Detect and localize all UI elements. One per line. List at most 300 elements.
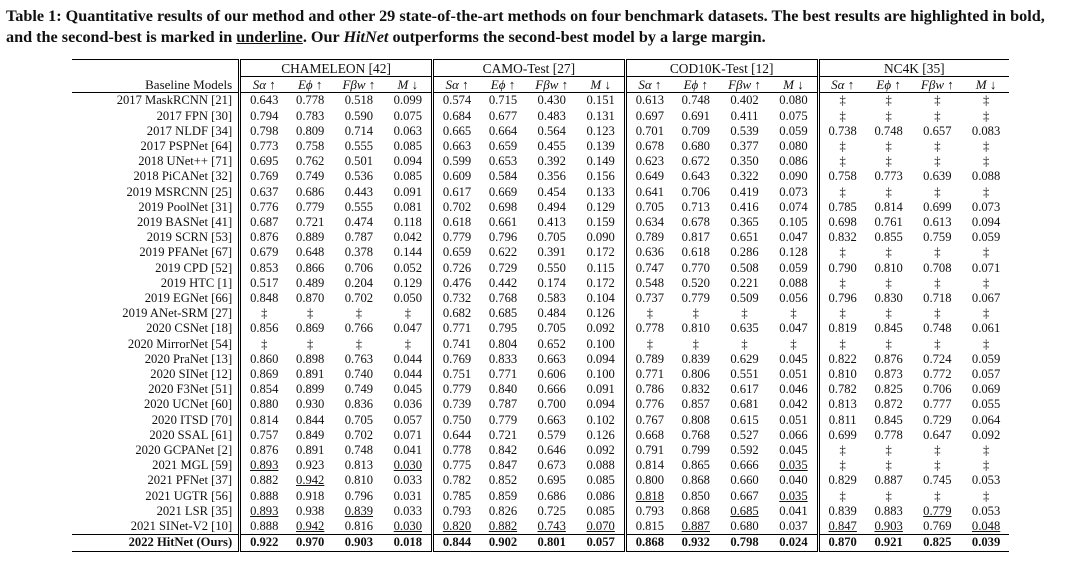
- metric-value: 0.102: [586, 412, 615, 427]
- metric-header: M ↓: [578, 77, 626, 93]
- metric-header: M ↓: [963, 77, 1009, 93]
- metric-value: ‡: [625, 306, 673, 321]
- metric-value: 0.430: [537, 93, 566, 108]
- model-name: 2017 FPN [30]: [156, 108, 233, 123]
- metric-value: 0.680: [681, 139, 710, 154]
- metric-value: 0.659: [432, 245, 480, 260]
- metric-value: 0.583: [537, 291, 566, 306]
- metric-value: 0.391: [537, 245, 566, 260]
- metric-value: 0.898: [296, 351, 325, 366]
- metric-value: 0.350: [730, 154, 759, 169]
- metric-value: 0.729: [923, 412, 952, 427]
- metric-value: 0.758: [296, 139, 325, 154]
- metric-value: 0.653: [488, 154, 518, 169]
- metric-value: 0.539: [730, 123, 759, 138]
- metric-value: 0.555: [344, 199, 374, 214]
- metric-value: 0.918: [296, 488, 325, 503]
- metric-value: 0.942: [296, 473, 325, 488]
- metric-value: ‡: [982, 184, 990, 199]
- metric-value: 0.699: [923, 199, 952, 214]
- metric-value: ‡: [818, 306, 866, 321]
- metric-value: 0.075: [779, 108, 808, 123]
- metric-value: 0.789: [625, 230, 673, 245]
- metric-value: 0.615: [730, 412, 759, 427]
- metric-value: 0.071: [393, 427, 423, 442]
- model-name: 2017 PSPNet [64]: [140, 139, 233, 154]
- metric-value: ‡: [818, 154, 866, 169]
- metric-value: 0.705: [537, 321, 566, 336]
- metric-value: 0.844: [296, 412, 325, 427]
- metric-value: 0.706: [344, 260, 374, 275]
- metric-value: 0.700: [537, 397, 566, 412]
- metric-value: 0.773: [240, 139, 288, 154]
- metric-value: 0.075: [393, 108, 423, 123]
- model-name: 2020 UCNet [60]: [143, 397, 233, 412]
- model-name: 2022 HitNet (Ours): [72, 535, 240, 551]
- metric-value: 0.782: [432, 473, 480, 488]
- metric-value: 0.592: [730, 443, 759, 458]
- metric-value: 0.903: [333, 535, 385, 551]
- metric-value: 0.779: [296, 199, 325, 214]
- metric-value: 0.842: [488, 443, 518, 458]
- metric-value: 0.732: [432, 291, 480, 306]
- metric-value: ‡: [790, 336, 797, 351]
- metric-value: 0.873: [874, 367, 903, 382]
- metric-value: 0.613: [625, 93, 673, 109]
- metric-value: 0.798: [240, 124, 288, 139]
- metric-value: 0.033: [393, 503, 423, 518]
- metric-value: 0.793: [625, 504, 673, 519]
- metric-value: 0.520: [681, 275, 710, 290]
- metric-value: 0.779: [681, 291, 710, 306]
- metric-value: 0.809: [296, 123, 325, 138]
- metric-value: 0.105: [779, 215, 808, 230]
- metric-value: 0.922: [240, 535, 288, 551]
- metric-value: 0.860: [240, 352, 288, 367]
- metric-value: 0.779: [488, 412, 518, 427]
- metric-value: 0.810: [818, 367, 866, 382]
- metric-value: 0.771: [625, 367, 673, 382]
- metric-value: 0.902: [480, 535, 526, 551]
- metric-value: 0.579: [537, 427, 566, 442]
- metric-value: 0.129: [393, 275, 423, 290]
- baseline-models-header: Baseline Models: [72, 77, 240, 93]
- table-row: [72, 489, 1009, 504]
- metric-value: 0.053: [971, 503, 1001, 518]
- metric-value: 0.880: [240, 397, 288, 412]
- metric-value: 0.033: [393, 473, 423, 488]
- metric-value: 0.822: [818, 352, 866, 367]
- metric-value: ‡: [982, 154, 990, 169]
- model-name: 2019 SCRN [53]: [146, 230, 233, 245]
- metric-value: ‡: [692, 336, 699, 351]
- metric-value: 0.778: [432, 443, 480, 458]
- metric-value: 0.796: [344, 488, 374, 503]
- metric-value: ‡: [982, 458, 990, 473]
- table-row: [72, 109, 1009, 124]
- dataset-header: NC4K [35]: [818, 60, 1009, 77]
- metric-value: 0.702: [344, 427, 374, 442]
- metric-value: ‡: [790, 306, 797, 321]
- metric-value: 0.724: [923, 351, 952, 366]
- metric-value: 0.149: [586, 154, 615, 169]
- metric-value: 0.411: [730, 108, 759, 123]
- metric-value: 0.770: [681, 260, 710, 275]
- model-name: 2019 EGNet [66]: [144, 291, 233, 306]
- metric-value: 0.869: [296, 321, 325, 336]
- metric-value: 0.052: [393, 260, 423, 275]
- metric-value: 0.172: [586, 245, 615, 260]
- metric-value: 0.796: [818, 291, 866, 306]
- metric-value: 0.126: [586, 427, 615, 442]
- metric-value: 0.221: [730, 275, 759, 290]
- metric-value: ‡: [818, 185, 866, 200]
- metric-value: 0.501: [344, 154, 374, 169]
- metric-value: 0.766: [344, 321, 374, 336]
- metric-value: 0.826: [488, 503, 518, 518]
- metric-header: Eϕ ↑: [287, 77, 333, 93]
- metric-header: Sα ↑: [432, 77, 480, 93]
- table-caption: [6, 6, 1074, 48]
- metric-value: ‡: [934, 458, 941, 473]
- metric-value: 0.159: [586, 215, 615, 230]
- metric-value: 0.639: [923, 169, 952, 184]
- metric-value: 0.100: [586, 336, 615, 351]
- metric-value: 0.888: [240, 519, 288, 535]
- metric-value: 0.081: [393, 199, 423, 214]
- metric-value: ‡: [818, 443, 866, 458]
- metric-value: 0.868: [681, 473, 710, 488]
- metric-value: ‡: [934, 306, 941, 321]
- metric-value: 0.844: [432, 535, 480, 551]
- metric-value: 0.055: [971, 397, 1001, 412]
- metric-value: 0.066: [779, 427, 808, 442]
- metric-value: ‡: [885, 108, 892, 123]
- metric-value: 0.618: [432, 215, 480, 230]
- metric-value: 0.725: [537, 503, 566, 518]
- metric-value: 0.063: [393, 123, 423, 138]
- metric-value: 0.702: [432, 200, 480, 215]
- metric-value: 0.749: [296, 169, 325, 184]
- metric-value: 0.876: [240, 230, 288, 245]
- model-name: 2019 CPD [52]: [155, 260, 233, 275]
- metric-value: 0.699: [818, 428, 866, 443]
- metric-value: 0.041: [393, 443, 423, 458]
- metric-value: 0.708: [923, 260, 952, 275]
- metric-value: 0.758: [818, 169, 866, 184]
- metric-value: 0.085: [586, 503, 615, 518]
- metric-value: 0.806: [681, 367, 710, 382]
- metric-value: 0.088: [971, 169, 1001, 184]
- metric-value: 0.476: [432, 276, 480, 291]
- table-row: [72, 382, 1009, 397]
- metric-value: ‡: [982, 93, 990, 108]
- metric-value: 0.782: [818, 382, 866, 397]
- metric-value: 0.859: [488, 488, 518, 503]
- metric-value: 0.718: [923, 291, 952, 306]
- metric-value: 0.622: [488, 245, 518, 260]
- caption-text-2: . Our: [302, 28, 344, 46]
- dataset-header: CAMO-Test [27]: [432, 60, 625, 77]
- metric-value: ‡: [982, 245, 990, 260]
- metric-value: 0.669: [488, 184, 518, 199]
- metric-value: ‡: [885, 458, 892, 473]
- metric-value: ‡: [885, 488, 892, 503]
- metric-value: 0.795: [488, 321, 518, 336]
- metric-value: 0.050: [393, 291, 423, 306]
- metric-value: 0.811: [818, 413, 866, 428]
- metric-value: 0.847: [818, 519, 866, 535]
- metric-value: 0.888: [240, 489, 288, 504]
- metric-value: 0.665: [432, 124, 480, 139]
- metric-value: 0.644: [432, 428, 480, 443]
- metric-value: 0.787: [344, 230, 374, 245]
- metric-value: 0.590: [344, 108, 374, 123]
- table-row: [72, 504, 1009, 519]
- metric-header-row: [72, 77, 1009, 93]
- metric-value: 0.791: [625, 443, 673, 458]
- metric-value: 0.891: [296, 367, 325, 382]
- model-name: 2020 F3Net [51]: [148, 382, 233, 397]
- metric-value: 0.798: [719, 535, 771, 551]
- metric-value: 0.443: [344, 184, 374, 199]
- metric-value: 0.551: [730, 367, 759, 382]
- metric-value: 0.749: [344, 382, 374, 397]
- metric-value: 0.870: [818, 535, 866, 551]
- metric-value: 0.839: [818, 504, 866, 519]
- metric-value: 0.882: [488, 519, 518, 534]
- metric-value: 0.636: [625, 245, 673, 260]
- metric-value: 0.133: [586, 184, 615, 199]
- metric-value: ‡: [885, 275, 892, 290]
- metric-value: 0.094: [971, 215, 1001, 230]
- metric-value: 0.748: [344, 443, 374, 458]
- metric-value: 0.849: [296, 427, 325, 442]
- metric-value: 0.845: [874, 321, 903, 336]
- model-name: 2017 NLDF [34]: [146, 123, 233, 138]
- table-row: [72, 245, 1009, 260]
- metric-value: 0.705: [537, 230, 566, 245]
- metric-value: 0.870: [296, 291, 325, 306]
- metric-value: 0.629: [730, 351, 759, 366]
- metric-value: 0.548: [625, 276, 673, 291]
- table-row: [72, 352, 1009, 367]
- metric-value: 0.555: [344, 139, 374, 154]
- table-row: [72, 443, 1009, 458]
- metric-value: ‡: [885, 154, 892, 169]
- metric-value: 0.494: [537, 199, 566, 214]
- metric-value: 0.832: [681, 382, 710, 397]
- metric-value: 0.705: [625, 200, 673, 215]
- metric-value: 0.090: [779, 169, 808, 184]
- metric-value: 0.942: [296, 519, 325, 534]
- metric-value: 0.442: [488, 275, 518, 290]
- metric-value: 0.876: [874, 351, 903, 366]
- metric-value: 0.536: [344, 169, 374, 184]
- metric-value: 0.550: [537, 260, 566, 275]
- metric-value: 0.413: [537, 215, 566, 230]
- metric-value: 0.634: [625, 215, 673, 230]
- metric-value: 0.392: [537, 154, 566, 169]
- metric-value: 0.768: [488, 291, 518, 306]
- dataset-header-row: [72, 60, 1009, 77]
- metric-value: 0.091: [586, 382, 615, 397]
- metric-header: Sα ↑: [818, 77, 866, 93]
- metric-value: 0.840: [488, 382, 518, 397]
- table-row: [72, 291, 1009, 306]
- metric-value: ‡: [355, 336, 363, 351]
- metric-value: 0.748: [681, 93, 710, 108]
- metric-value: 0.047: [393, 321, 423, 336]
- metric-value: 0.643: [681, 169, 710, 184]
- metric-value: 0.923: [296, 458, 325, 473]
- metric-value: 0.779: [432, 382, 480, 397]
- results-table: [72, 59, 1009, 552]
- table-row: [72, 139, 1009, 154]
- metric-value: 0.030: [393, 519, 423, 534]
- metric-value: 0.419: [730, 184, 759, 199]
- metric-value: 0.903: [874, 519, 903, 534]
- metric-value: 0.883: [874, 503, 903, 518]
- metric-value: 0.094: [393, 154, 423, 169]
- metric-value: 0.073: [779, 184, 808, 199]
- metric-value: 0.059: [971, 351, 1001, 366]
- metric-value: 0.769: [923, 519, 952, 534]
- metric-value: 0.036: [393, 397, 423, 412]
- metric-value: 0.810: [681, 321, 710, 336]
- metric-value: 0.666: [730, 458, 759, 473]
- metric-value: ‡: [885, 245, 892, 260]
- metric-value: 0.785: [432, 489, 480, 504]
- metric-value: 0.740: [344, 367, 374, 382]
- metric-value: 0.825: [911, 535, 963, 551]
- metric-value: 0.489: [296, 275, 325, 290]
- metric-value: 0.677: [488, 108, 518, 123]
- metric-value: 0.042: [779, 397, 808, 412]
- metric-value: 0.685: [488, 306, 518, 321]
- metric-value: 0.051: [779, 367, 808, 382]
- caption-underline-word: underline: [236, 28, 303, 46]
- metric-value: 0.085: [393, 139, 423, 154]
- table-row: [72, 276, 1009, 291]
- metric-value: ‡: [818, 245, 866, 260]
- metric-value: ‡: [982, 108, 990, 123]
- metric-value: 0.637: [240, 185, 288, 200]
- model-name: 2019 ANet-SRM [27]: [122, 306, 233, 321]
- table-row: [72, 215, 1009, 230]
- metric-value: 0.083: [971, 123, 1001, 138]
- metric-value: 0.695: [240, 154, 288, 169]
- metric-value: 0.647: [923, 427, 952, 442]
- metric-value: 0.747: [625, 261, 673, 276]
- metric-value: ‡: [818, 489, 866, 504]
- table-row: [72, 185, 1009, 200]
- metric-header: Sα ↑: [240, 77, 288, 93]
- metric-value: 0.777: [923, 397, 952, 412]
- metric-value: 0.816: [344, 519, 374, 534]
- metric-value: 0.813: [818, 397, 866, 412]
- metric-value: 0.930: [296, 397, 325, 412]
- metric-value: 0.767: [625, 413, 673, 428]
- metric-value: 0.139: [586, 139, 615, 154]
- metric-value: 0.813: [344, 458, 374, 473]
- metric-value: 0.609: [432, 169, 480, 184]
- metric-value: 0.618: [681, 245, 710, 260]
- metric-value: 0.057: [578, 535, 626, 551]
- metric-value: 0.599: [432, 154, 480, 169]
- metric-value: 0.649: [625, 169, 673, 184]
- metric-value: 0.856: [240, 321, 288, 336]
- model-name: 2020 SINet [12]: [150, 367, 233, 382]
- metric-value: 0.041: [779, 503, 808, 518]
- metric-header: M ↓: [385, 77, 433, 93]
- metric-value: 0.454: [537, 184, 566, 199]
- model-name: 2019 PoolNet [31]: [138, 199, 233, 214]
- metric-value: ‡: [885, 184, 892, 199]
- metric-value: 0.648: [296, 245, 325, 260]
- metric-value: ‡: [982, 306, 990, 321]
- metric-value: 0.771: [488, 367, 518, 382]
- metric-header: Fβw ↑: [333, 77, 385, 93]
- metric-value: ‡: [307, 306, 314, 321]
- metric-value: 0.833: [488, 351, 518, 366]
- dataset-header: COD10K-Test [12]: [625, 60, 818, 77]
- metric-value: ‡: [934, 443, 941, 458]
- metric-value: 0.772: [923, 367, 952, 382]
- metric-value: 0.527: [730, 427, 759, 442]
- metric-value: 0.048: [971, 519, 1001, 534]
- model-name: 2020 CSNet [18]: [146, 321, 233, 336]
- metric-value: 0.832: [818, 230, 866, 245]
- metric-value: 0.938: [296, 503, 325, 518]
- metric-value: 0.882: [240, 473, 288, 488]
- metric-value: 0.044: [393, 351, 423, 366]
- metric-value: 0.743: [537, 519, 566, 534]
- metric-value: ‡: [885, 306, 892, 321]
- metric-value: 0.031: [393, 488, 423, 503]
- metric-value: ‡: [885, 93, 892, 108]
- metric-value: 0.035: [779, 488, 808, 503]
- metric-value: 0.057: [971, 367, 1001, 382]
- metric-value: 0.829: [818, 473, 866, 488]
- metric-value: 0.845: [874, 412, 903, 427]
- metric-value: 0.659: [488, 139, 518, 154]
- metric-value: 0.666: [537, 382, 566, 397]
- metric-value: 0.646: [537, 443, 566, 458]
- metric-value: 0.042: [393, 230, 423, 245]
- metric-value: 0.786: [625, 382, 673, 397]
- metric-value: 0.641: [625, 185, 673, 200]
- metric-header: Fβw ↑: [526, 77, 578, 93]
- metric-value: ‡: [741, 336, 748, 351]
- metric-value: 0.086: [779, 154, 808, 169]
- metric-value: 0.378: [344, 245, 374, 260]
- metric-value: 0.679: [240, 245, 288, 260]
- metric-value: 0.094: [586, 351, 615, 366]
- metric-value: 0.778: [625, 321, 673, 336]
- model-name: 2021 LSR [35]: [156, 503, 233, 518]
- metric-value: 0.059: [971, 230, 1001, 245]
- metric-value: 0.737: [625, 291, 673, 306]
- metric-value: 0.695: [537, 473, 566, 488]
- metric-value: 0.174: [537, 275, 566, 290]
- model-name: 2018 PiCANet [32]: [133, 169, 233, 184]
- metric-value: 0.887: [874, 473, 903, 488]
- metric-value: 0.705: [344, 412, 374, 427]
- metric-value: ‡: [818, 139, 866, 154]
- metric-value: 0.057: [393, 412, 423, 427]
- metric-value: 0.857: [681, 397, 710, 412]
